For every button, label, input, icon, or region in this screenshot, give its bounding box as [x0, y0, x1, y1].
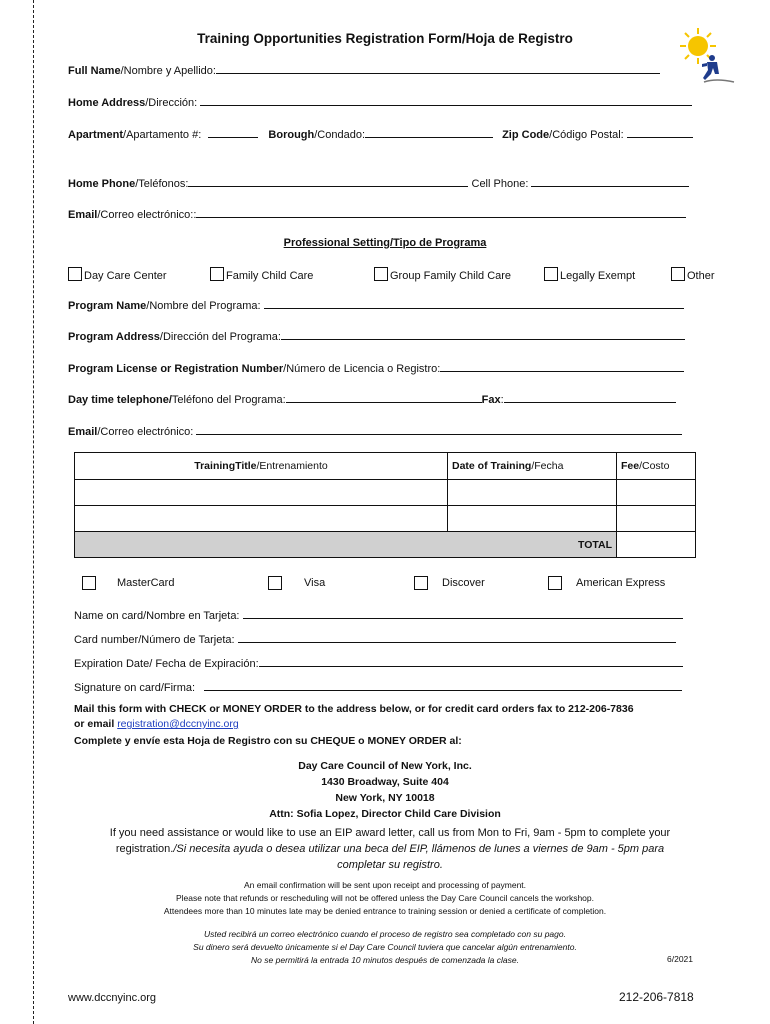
card-name-row: Name on card/Nombre en Tarjeta: — [74, 607, 683, 622]
training-title-cell[interactable] — [75, 506, 448, 532]
table-header-title: TrainingTitle/Entrenamiento — [75, 453, 448, 480]
notes-spanish: Usted recibirá un correo electrónico cuando el proceso de registro sea completado con su pago. Su dinero será devuelto únicamente si el Day Care Council tuviera que cancelar algún entrenamiento. No se permitirá la entrada 10 minutos después de comenzada la clase. — [193, 929, 577, 965]
program-license-field[interactable] — [440, 360, 684, 372]
table-header-fee: Fee/Costo — [617, 453, 696, 480]
program-email-field[interactable] — [196, 423, 682, 435]
program-address-row: Program Address/Dirección del Programa: — [68, 328, 685, 343]
training-table — [74, 452, 696, 558]
form-version: 6/2021 — [667, 954, 693, 964]
program-fax-field[interactable] — [504, 391, 676, 403]
card-expiration-field[interactable] — [259, 655, 683, 667]
card-option-discover[interactable]: Discover — [414, 576, 514, 593]
assistance-text: If you need assistance or would like to use an EIP award letter, call us from Mon to Fri, 9am - 5pm to complete your registration./Si necesita ayuda o desea utilizar una beca del EIP, llámenos de lunes a viernes de 9am - 5pm para completar su registro. — [109, 827, 671, 871]
program-license-row: Program License or Registration Number/Número de Licencia o Registro: — [68, 360, 684, 375]
program-name-field[interactable] — [264, 297, 684, 309]
program-address-field[interactable] — [281, 328, 685, 340]
checkbox-icon[interactable] — [374, 267, 388, 281]
checkbox-icon[interactable] — [548, 576, 562, 590]
total-row — [75, 532, 696, 558]
card-expiration-row: Expiration Date/ Fecha de Expiración: — [74, 655, 683, 670]
training-fee-cell[interactable] — [617, 506, 696, 532]
footer-website[interactable]: www.dccnyinc.org — [68, 992, 157, 1004]
footer-phone: 212-206-7818 — [619, 990, 694, 1004]
card-number-row: Card number/Número de Tarjeta: — [74, 631, 676, 646]
training-fee-cell[interactable] — [617, 480, 696, 506]
apartment-row: Apartment/Apartamento #: Borough/Condado: Zip Code/Código Postal: — [68, 126, 693, 141]
checkbox-icon[interactable] — [68, 267, 82, 281]
full-name-row: Full Name/Nombre y Apellido: — [68, 62, 660, 77]
setting-option-day-care[interactable]: Day Care Center — [68, 267, 167, 282]
email-row: Email/Correo electrónico:: — [68, 206, 686, 221]
checkbox-icon[interactable] — [268, 576, 282, 590]
card-option-mastercard[interactable]: MasterCard — [82, 576, 96, 593]
setting-option-other[interactable]: Other — [671, 267, 715, 282]
checkbox-icon[interactable] — [82, 576, 96, 590]
setting-option-family[interactable]: Family Child Care — [210, 267, 313, 282]
checkbox-icon[interactable] — [544, 267, 558, 281]
cell-phone-field[interactable] — [531, 175, 689, 187]
card-option-visa[interactable]: Visa — [268, 576, 348, 593]
program-name-row: Program Name/Nombre del Programa: — [68, 297, 684, 312]
home-address-field[interactable] — [200, 94, 692, 106]
training-date-cell[interactable] — [448, 506, 617, 532]
card-option-amex[interactable]: American Express — [548, 576, 688, 593]
notes-english: An email confirmation will be sent upon receipt and processing of payment. Please note that refunds or rescheduling will not be offered unless the Day Care Council cancels the workshop. Attendees more than 10 minutes late may be denied entrance to training session or denied a certificate of completion. — [163, 880, 607, 916]
training-title-cell[interactable] — [75, 480, 448, 506]
total-cell[interactable] — [617, 532, 696, 558]
mail-email-line: or email registration@dccnyinc.org — [74, 718, 239, 730]
phone-row: Home Phone/Teléfonos: Cell Phone: — [68, 175, 689, 190]
training-date-cell[interactable] — [448, 480, 617, 506]
card-signature-field[interactable] — [204, 679, 682, 691]
mailing-address: Day Care Council of New York, Inc. 1430 Broadway, Suite 404 New York, NY 10018 Attn: Sofia Lopez, Director Child Care Division — [269, 760, 501, 820]
card-number-field[interactable] — [238, 631, 676, 643]
home-phone-field[interactable] — [188, 175, 468, 187]
program-phone-field[interactable] — [286, 391, 482, 403]
form-title: Training Opportunities Registration Form/Hoja de Registro — [197, 31, 573, 46]
checkbox-icon[interactable] — [671, 267, 685, 281]
registration-email-link[interactable]: registration@dccnyinc.org — [117, 718, 239, 730]
home-address-row: Home Address/Dirección: — [68, 94, 692, 109]
borough-field[interactable] — [365, 126, 493, 138]
mail-instructions: Mail this form with CHECK or MONEY ORDER to the address below, or for credit card orders fax to 212-206-7836 — [74, 703, 634, 715]
table-row — [75, 506, 696, 532]
program-phone-row: Day time telephone/Teléfono del Programa: Fax: — [68, 391, 676, 406]
program-email-row: Email/Correo electrónico: — [68, 423, 682, 438]
total-label: TOTAL — [75, 532, 617, 558]
zip-field[interactable] — [627, 126, 693, 138]
email-field[interactable] — [196, 206, 686, 218]
setting-heading: Professional Setting/Tipo de Programa — [283, 237, 487, 249]
full-name-field[interactable] — [216, 62, 660, 74]
setting-option-group-family[interactable]: Group Family Child Care — [374, 267, 511, 282]
card-name-field[interactable] — [243, 607, 683, 619]
setting-option-legally-exempt[interactable]: Legally Exempt — [544, 267, 635, 282]
table-header-date: Date of Training/Fecha — [448, 453, 617, 480]
card-signature-row: Signature on card/Firma: — [74, 679, 682, 694]
checkbox-icon[interactable] — [414, 576, 428, 590]
checkbox-icon[interactable] — [210, 267, 224, 281]
apartment-field[interactable] — [208, 126, 258, 138]
table-row — [75, 480, 696, 506]
mail-instructions-es: Complete y envíe esta Hoja de Registro con su CHEQUE o MONEY ORDER al: — [74, 735, 462, 747]
